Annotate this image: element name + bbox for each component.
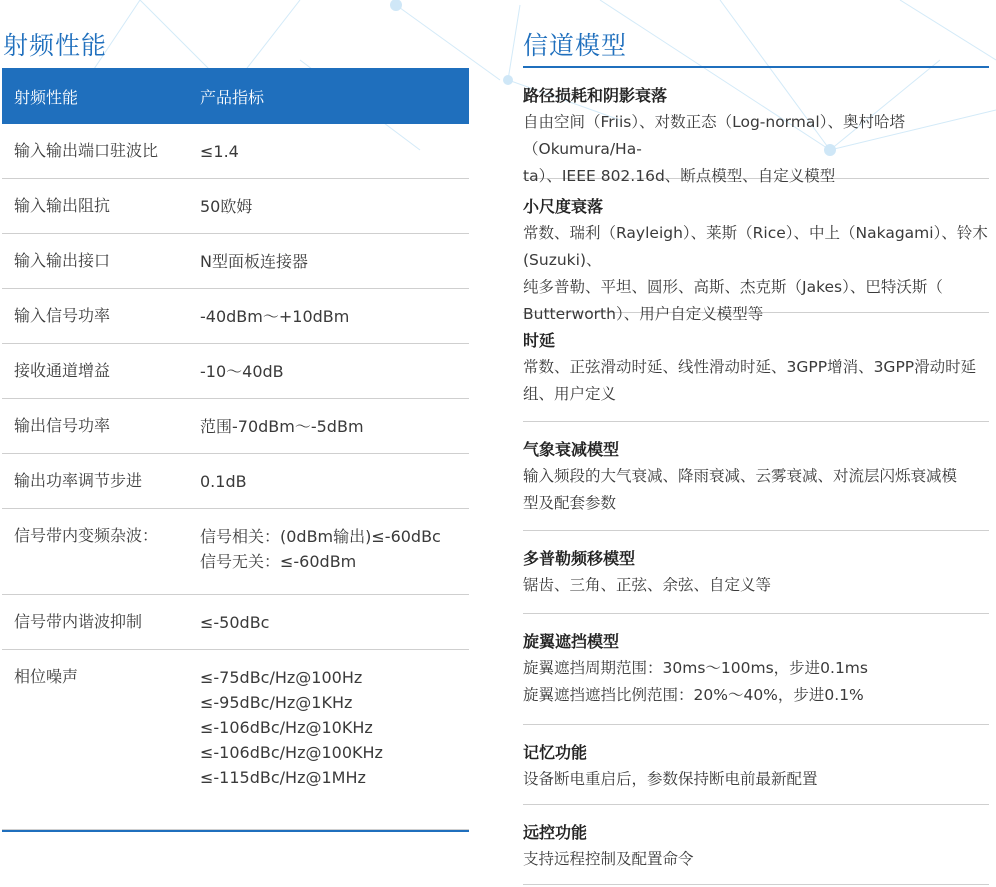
table-row <box>2 399 469 454</box>
channel-model-item-title: 气象衰减模型 <box>523 440 620 459</box>
channel-model-item <box>523 531 989 614</box>
channel-model-item <box>523 422 989 531</box>
table-row <box>2 509 469 595</box>
channel-model-item <box>523 313 989 422</box>
channel-model-item-title: 远控功能 <box>523 823 588 842</box>
channel-model-item-title: 记忆功能 <box>523 743 588 762</box>
channel-model-item-description: 支持远程控制及配置命令 <box>523 850 694 868</box>
row-spec-value: ≤1.4 <box>200 142 239 161</box>
channel-model-item-description: 常数、瑞利（Rayleigh）、莱斯（Rice）、中上（Nakagami）、铃木(Suzuki)、 <box>523 224 988 269</box>
channel-model-item <box>523 179 989 323</box>
header-rf-performance: 射频性能 <box>14 87 79 107</box>
table-row <box>2 234 469 289</box>
row-spec-value: 50欧姆 <box>200 197 253 216</box>
header-product-spec: 产品指标 <box>200 87 265 107</box>
table-row <box>2 344 469 399</box>
row-parameter-name: 输入输出接口 <box>14 251 111 270</box>
channel-model-item-title: 小尺度衰落 <box>523 197 604 216</box>
table-row <box>2 595 469 650</box>
rf-performance-table <box>2 68 469 832</box>
table-row <box>2 179 469 234</box>
row-spec-value: 信号无关：≤-60dBm <box>200 552 357 571</box>
row-spec-value: ≤-50dBc <box>200 613 270 632</box>
row-spec-value: -10～40dB <box>200 362 284 381</box>
channel-model-item-description: 旋翼遮挡遮挡比例范围：20%～40%，步进0.1% <box>523 686 864 704</box>
table-row <box>2 289 469 344</box>
channel-model-item <box>523 68 989 185</box>
row-spec-value: N型面板连接器 <box>200 252 308 271</box>
row-spec-value: ≤-75dBc/Hz@100Hz <box>200 668 363 687</box>
channel-model-item-title: 旋翼遮挡模型 <box>523 632 620 651</box>
row-parameter-name: 输出功率调节步进 <box>14 471 143 490</box>
row-parameter-name: 相位噪声 <box>14 667 79 686</box>
table-row <box>2 454 469 509</box>
channel-model-item <box>523 614 989 725</box>
channel-model-item-description: 常数、正弦滑动时延、线性滑动时延、3GPP增消、3GPP滑动时延 <box>523 358 977 376</box>
channel-model-item <box>523 725 989 805</box>
row-parameter-name: 输出信号功率 <box>14 416 111 435</box>
channel-model-item-description: 型及配套参数 <box>523 494 617 512</box>
channel-model-item <box>523 805 989 885</box>
row-parameter-name: 输入输出端口驻波比 <box>14 141 159 160</box>
channel-model-item-description: 锯齿、三角、正弦、余弦、自定义等 <box>523 576 772 594</box>
channel-model-item-description: 组、用户定义 <box>523 385 617 403</box>
row-spec-value: 信号相关：(0dBm输出)≤-60dBc <box>200 527 441 546</box>
channel-model-item-description: 自由空间（Friis）、对数正态（Log-normal）、奥村哈塔（Okumura/Ha- <box>523 113 905 158</box>
rf-performance-title: 射频性能 <box>3 31 108 60</box>
channel-model-item-description: 纯多普勒、平坦、圆形、高斯、杰克斯（Jakes）、巴特沃斯（ <box>523 278 943 296</box>
row-spec-value: 0.1dB <box>200 472 247 491</box>
row-spec-value: -40dBm～+10dBm <box>200 307 350 326</box>
row-spec-value: 范围-70dBm～-5dBm <box>200 417 364 436</box>
channel-model-item-description: 旋翼遮挡周期范围：30ms～100ms，步进0.1ms <box>523 659 868 677</box>
channel-model-item-title: 多普勒频移模型 <box>523 549 636 568</box>
channel-model-item-description: Butterworth）、用户自定义模型等 <box>523 305 764 323</box>
channel-model-item-description: ta）、IEEE 802.16d、断点模型、自定义模型 <box>523 167 836 185</box>
row-spec-value: ≤-115dBc/Hz@1MHz <box>200 768 366 787</box>
channel-model-item-description: 输入频段的大气衰减、降雨衰减、云雾衰减、对流层闪烁衰减模 <box>523 467 958 485</box>
table-row <box>2 124 469 179</box>
row-parameter-name: 输入输出阻抗 <box>14 196 111 215</box>
channel-model-list <box>523 68 989 885</box>
table-row <box>2 650 469 830</box>
channel-model-item-description: 设备断电重启后，参数保持断电前最新配置 <box>523 770 818 788</box>
row-spec-value: ≤-106dBc/Hz@10KHz <box>200 718 373 737</box>
row-spec-value: ≤-106dBc/Hz@100KHz <box>200 743 383 762</box>
row-parameter-name: 接收通道增益 <box>14 361 111 380</box>
row-parameter-name: 信号带内谐波抑制 <box>14 612 143 631</box>
table-bottom-rule <box>2 830 469 832</box>
row-parameter-name: 输入信号功率 <box>14 306 111 325</box>
row-spec-value: ≤-95dBc/Hz@1KHz <box>200 693 353 712</box>
row-parameter-name: 信号带内变频杂波： <box>14 526 159 545</box>
channel-model-item-title: 路径损耗和阴影衰落 <box>523 86 668 105</box>
table-header <box>2 68 469 124</box>
channel-model-item-title: 时延 <box>523 331 556 350</box>
channel-model-title: 信道模型 <box>523 31 628 60</box>
